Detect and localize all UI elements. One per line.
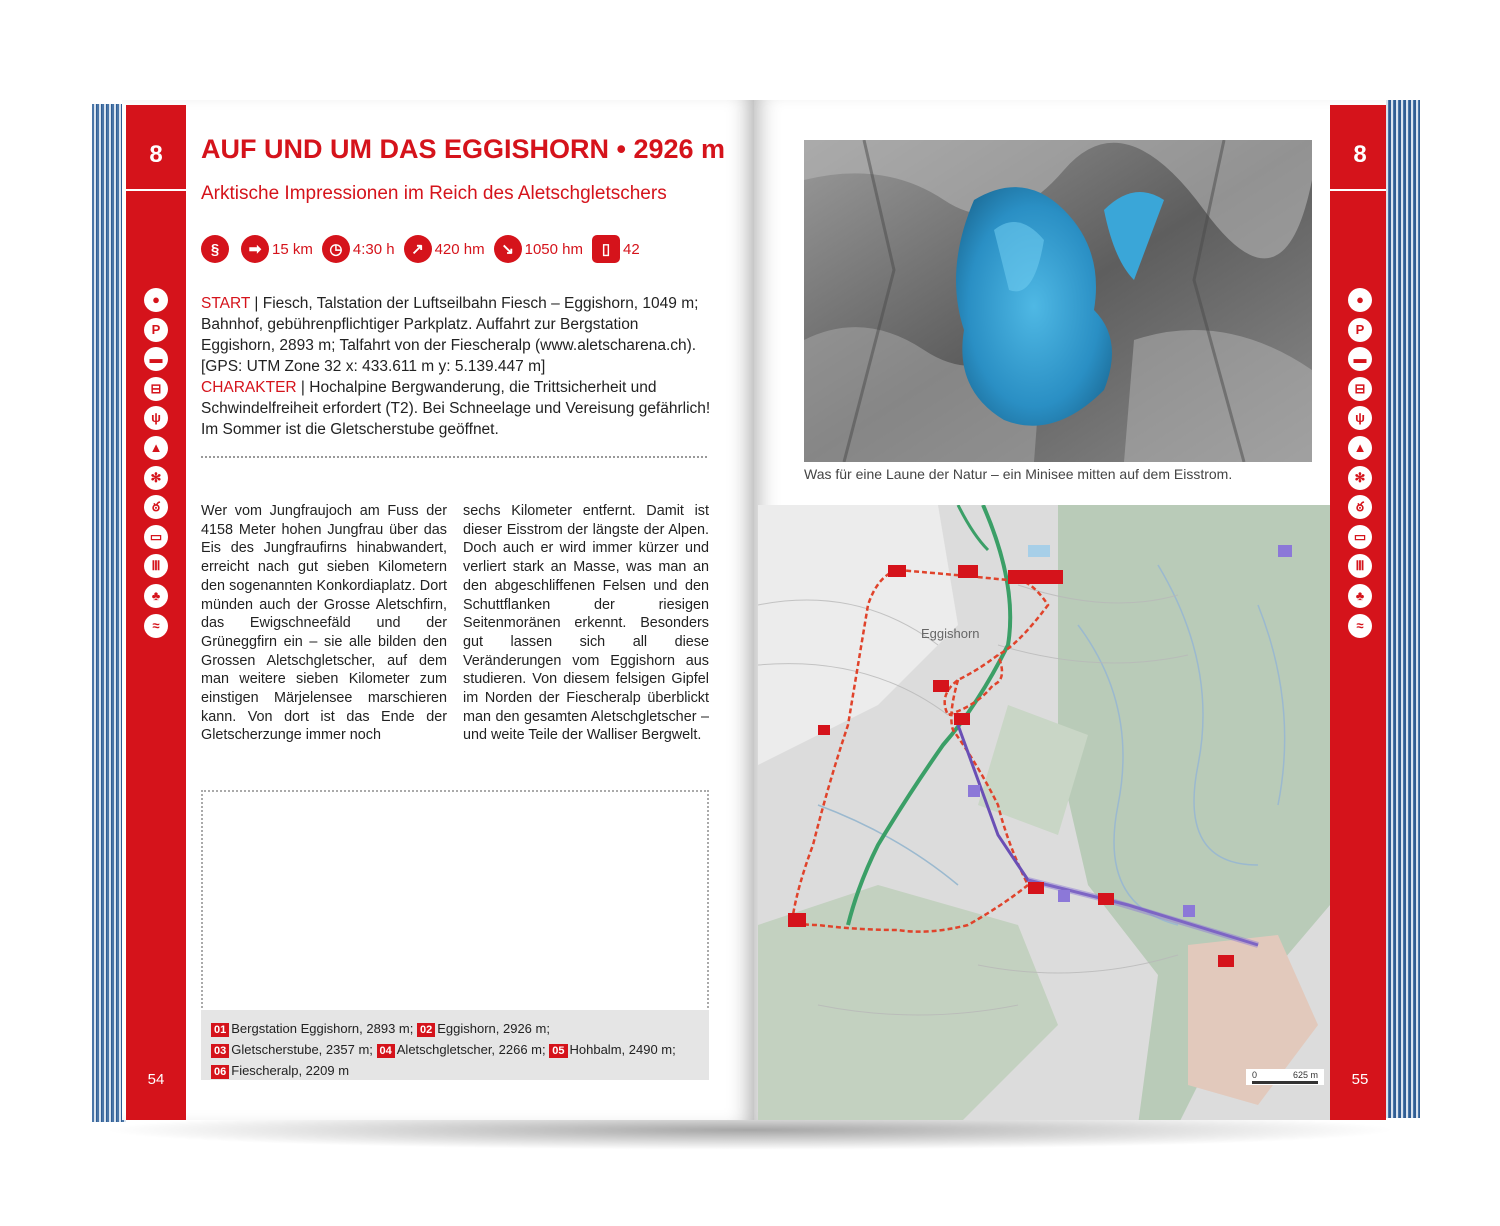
tour-info xyxy=(201,293,711,440)
waypoint-01: Bergstation Eggishorn, 2893 m; xyxy=(231,1021,414,1036)
chapter-number: 8 xyxy=(1353,141,1367,168)
tree-icon: ♣ xyxy=(1348,584,1372,608)
pages-icon: ▯ xyxy=(592,235,620,263)
right-page xyxy=(754,100,1386,1120)
page-edges-right xyxy=(1384,100,1420,1118)
waypoint-list: 01 Bergstation Eggishorn, 2893 m; 02 Eggishorn, 2926 m; 03 Gletscherstube, 2357 m; 04 Aletschgletscher, 2266 m; 05 Hohbalm, 2490 m; 06 Fiescheralp, 2209 m xyxy=(201,1010,709,1080)
stat-route xyxy=(201,235,232,263)
page-number: 54 xyxy=(147,1071,165,1088)
cable-car-icon: ⊟ xyxy=(144,377,168,401)
clock-icon: ◷ xyxy=(322,235,350,263)
ascent-icon: ↗ xyxy=(404,235,432,263)
tour-title: AUF UND UM DAS EGGISHORN • 2926 m xyxy=(201,134,726,164)
route-map xyxy=(758,505,1330,1120)
waypoint-05: Hohbalm, 2490 m; xyxy=(569,1042,676,1057)
body-text-column-1: Wer vom Jungfraujoch am Fuss der 4158 Meter hohen Jungfrau über das Eis des Jungfraufirns hinabwandert, erreicht nach gut sieben Kilometern den sogenannten Konkordiaplatz. Dort münden auch der Grosse Aletschfirn, das Ewigschneefäld und der Grüneggfirn ein – sie alle bilden den Grossen Aletschgletscher, auf dem man weitere sieben Kilometer zum einstigen Märjelensee marschieren kann. Von dort ist das Ende der Gletscherzunge immer noch xyxy=(201,503,447,744)
sidebar-icons xyxy=(1330,288,1386,643)
chapter-number: 8 xyxy=(149,141,163,168)
stat-ascent: ↗ 420 hm xyxy=(404,235,485,263)
bed-icon: ▭ xyxy=(1348,525,1372,549)
bike-icon: ఠ xyxy=(144,495,168,519)
parking-icon: P xyxy=(144,318,168,342)
notes-box xyxy=(201,790,709,1012)
bike-icon: ఠ xyxy=(1348,495,1372,519)
character-label: CHARAKTER xyxy=(201,379,297,396)
hut-icon: ▲ xyxy=(144,436,168,460)
stat-distance: ➡ 15 km xyxy=(241,235,313,263)
stat-duration: ◷ 4:30 h xyxy=(322,235,395,263)
descent-icon: ↘ xyxy=(494,235,522,263)
tour-stats xyxy=(201,235,649,263)
snow-icon: ✻ xyxy=(144,466,168,490)
cable-car-icon: ⊟ xyxy=(1348,377,1372,401)
sidebar-icons xyxy=(126,288,186,643)
map-label-eggishorn: Eggishorn xyxy=(921,626,980,641)
dotted-divider xyxy=(201,456,709,458)
tour-subtitle: Arktische Impressionen im Reich des Aletschgletschers xyxy=(201,183,667,204)
start-label: START xyxy=(201,295,251,312)
swim-icon: ≈ xyxy=(1348,614,1372,638)
page-number: 55 xyxy=(1351,1071,1369,1088)
food-icon: ψ xyxy=(144,406,168,430)
waypoint-03: Gletscherstube, 2357 m; xyxy=(231,1042,373,1057)
chapter-rule xyxy=(1330,189,1386,191)
parking-icon: P xyxy=(1348,318,1372,342)
museum-icon: Ⅲ xyxy=(144,554,168,578)
topographic-map xyxy=(758,505,1330,1120)
waypoint-02: Eggishorn, 2926 m; xyxy=(437,1021,550,1036)
route-icon: § xyxy=(201,235,229,263)
stat-pages: ▯ 42 xyxy=(592,235,640,263)
left-page xyxy=(122,100,754,1120)
character-text: | Hochalpine Bergwanderung, die Trittsicherheit und Schwindelfreiheit erfordert (T2). Bei Schneelage und Vereisung gefährlich! Im Sommer ist die Gletscherstube geöffnet. xyxy=(201,379,711,438)
bus-icon: ▬ xyxy=(144,347,168,371)
tree-icon: ♣ xyxy=(144,584,168,608)
body-text-column-2: sechs Kilometer entfernt. Damit ist dieser Eisstrom der längste der Alpen. Doch auch er wird immer kürzer und verliert stark an Masse, was man an den abgeschliffenen Felsen und den Schuttflanken der riesigen Seitenmoränen erkennt. Besonders gut lassen sich all diese Veränderungen vom Eggishorn aus studieren. Von diesem felsigen Gipfel im Norden der Fiescheralp überblickt man den gesamten Aletschgletscher – und weite Teile der Walliser Bergwelt. xyxy=(463,503,709,744)
stat-descent: ↘ 1050 hm xyxy=(494,235,583,263)
photo-caption: Was für eine Laune der Natur – ein Minisee mitten auf dem Eisstrom. xyxy=(804,466,1233,482)
chapter-rule xyxy=(126,189,186,191)
left-chapter-bar xyxy=(126,105,186,1120)
start-text: | Fiesch, Talstation der Luftseilbahn Fiesch – Eggishorn, 1049 m; Bahnhof, gebührenpflichtiger Parkplatz. Auffahrt zur Bergstation Eggishorn, 2893 m; Talfahrt von der Fiescheralp (www.aletscharena.ch). [GPS: UTM Zone 32 x: 433.611 m y: 5.139.447 m] xyxy=(201,295,699,375)
hut-icon: ▲ xyxy=(1348,436,1372,460)
map-scale: 0 625 m xyxy=(1246,1069,1324,1085)
swim-icon: ≈ xyxy=(144,614,168,638)
waypoint-06: Fiescheralp, 2209 m xyxy=(231,1063,350,1078)
food-icon: ψ xyxy=(1348,406,1372,430)
museum-icon: Ⅲ xyxy=(1348,554,1372,578)
snow-icon: ✻ xyxy=(1348,466,1372,490)
glacier-lake-image xyxy=(804,140,1312,462)
page-edges-left xyxy=(92,104,126,1122)
bus-icon: ▬ xyxy=(1348,347,1372,371)
bear-icon: ● xyxy=(1348,288,1372,312)
bear-icon: ● xyxy=(144,288,168,312)
bed-icon: ▭ xyxy=(144,525,168,549)
signpost-icon: ➡ xyxy=(241,235,269,263)
glacier-photo xyxy=(804,140,1312,462)
waypoint-04: Aletschgletscher, 2266 m; xyxy=(396,1042,546,1057)
right-chapter-bar xyxy=(1330,105,1386,1120)
